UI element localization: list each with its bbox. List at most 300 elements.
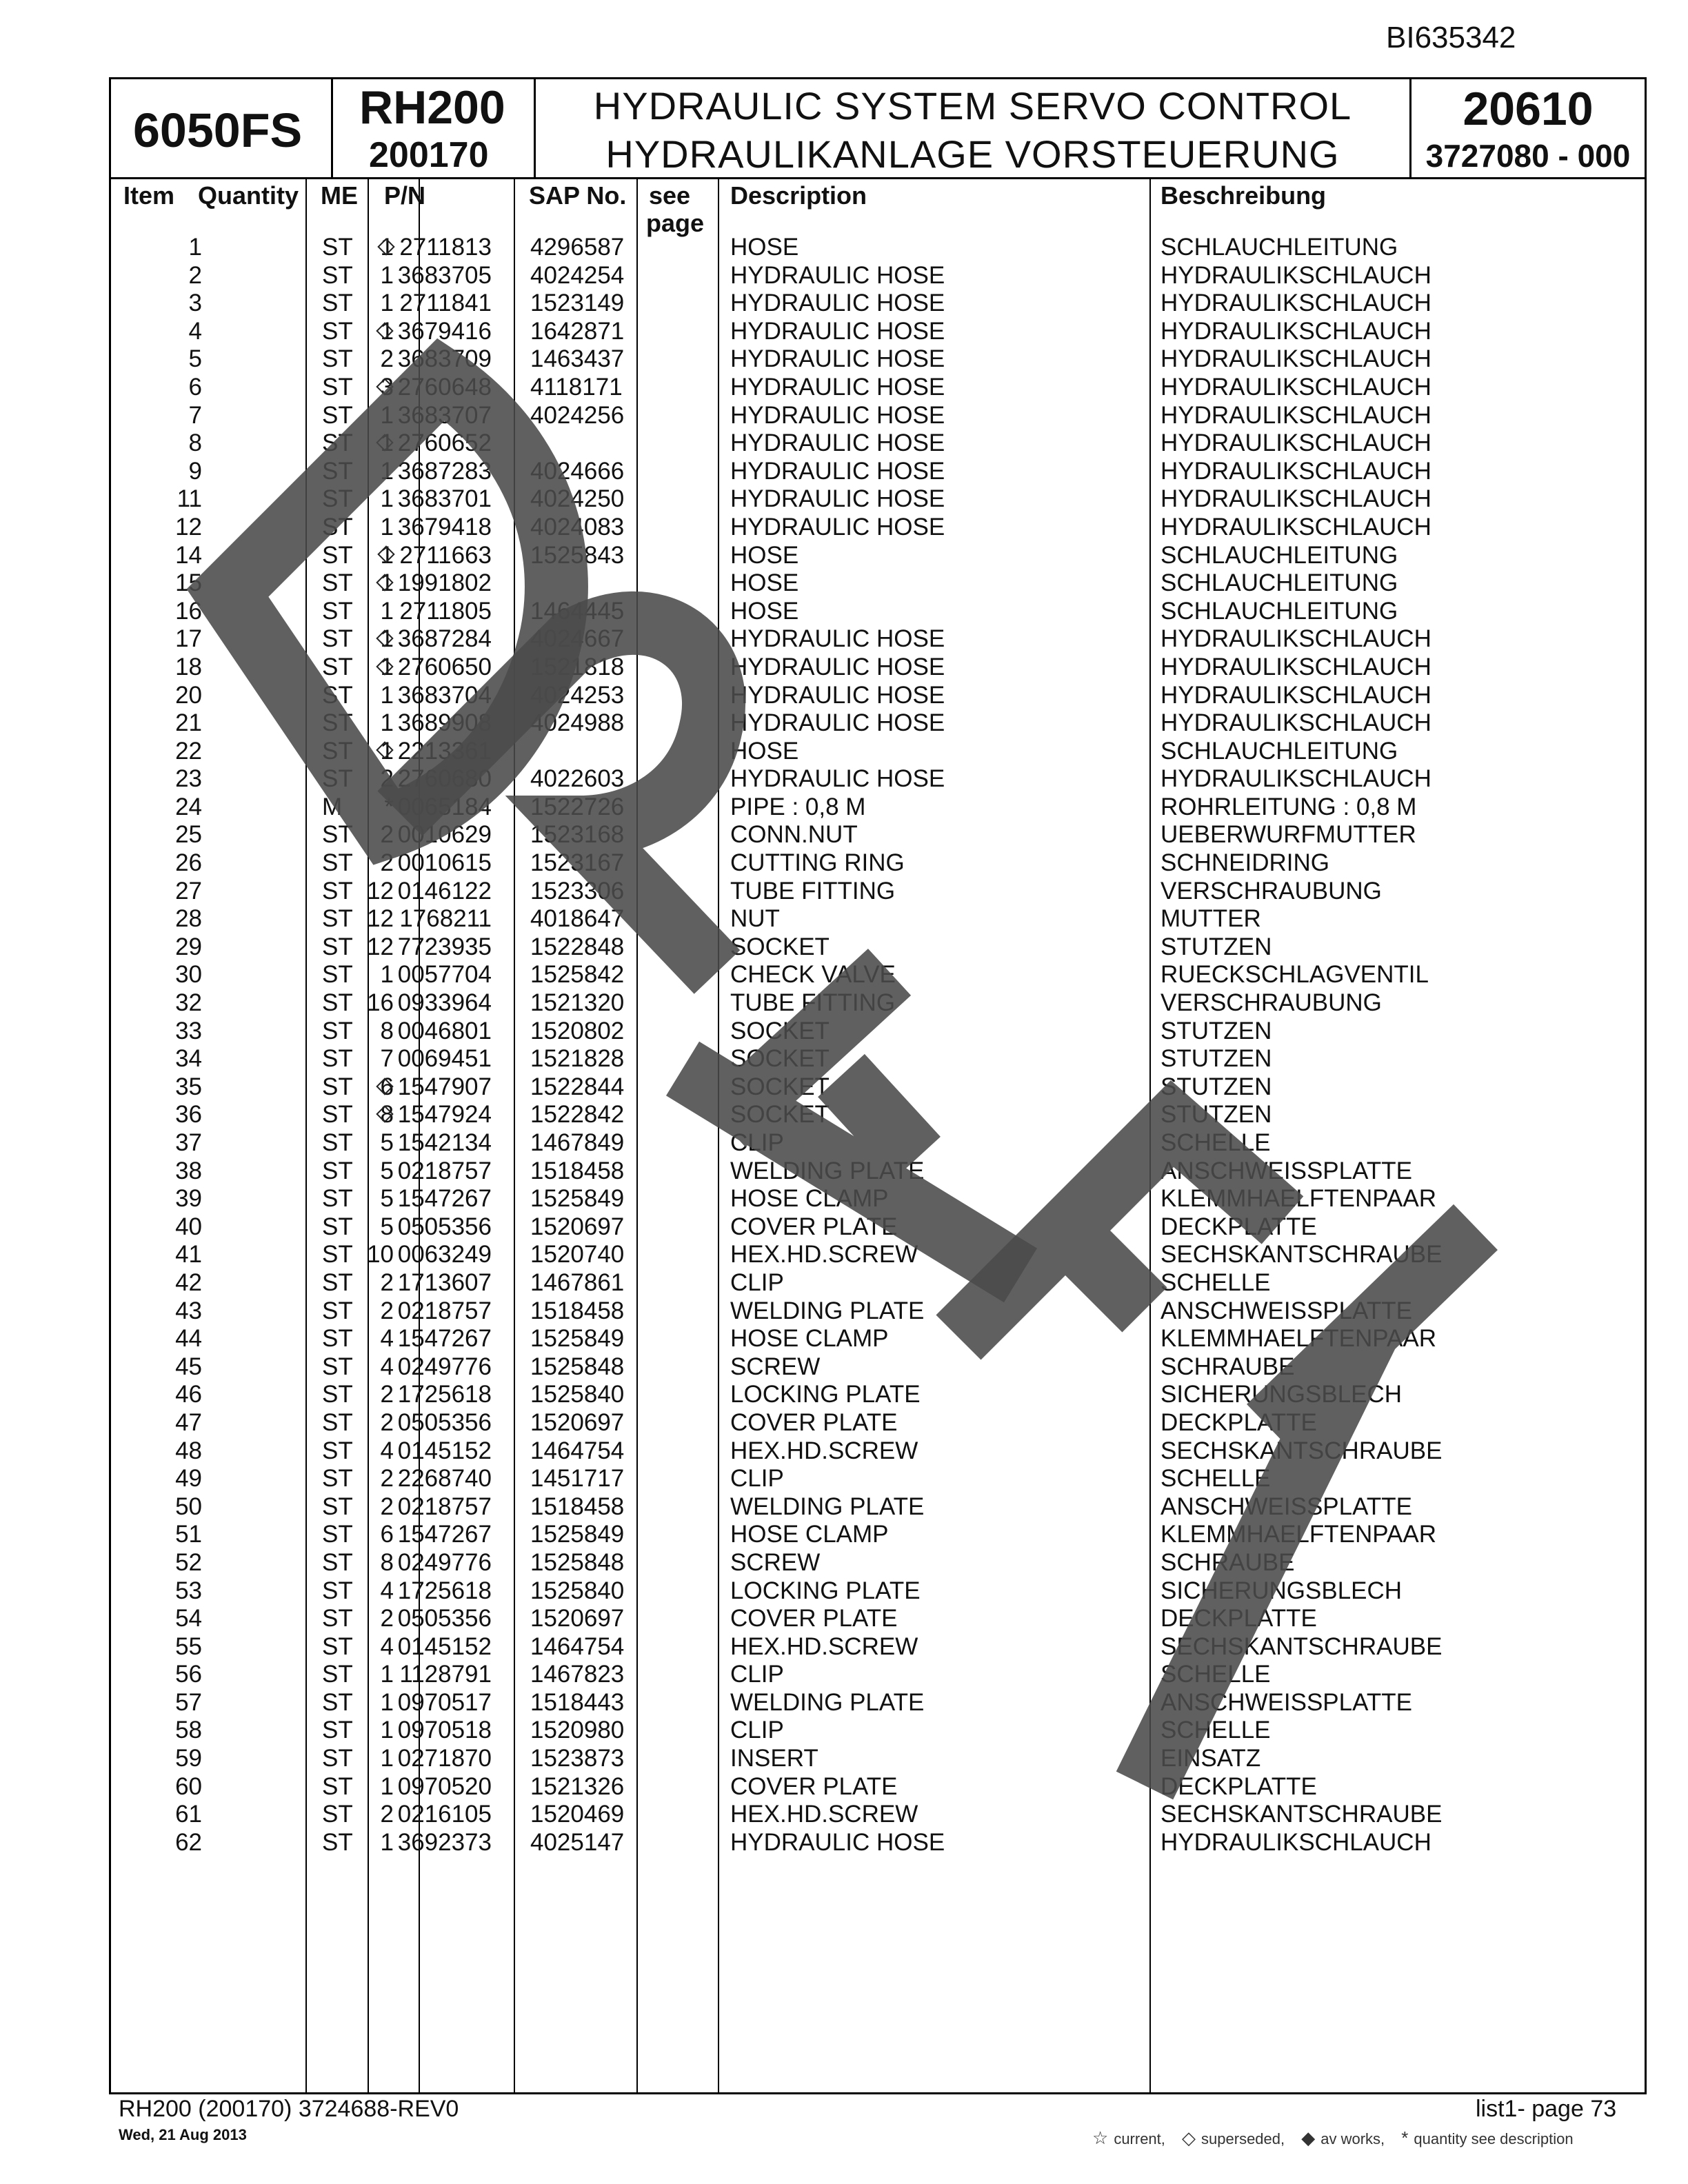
row-description xyxy=(730,1773,897,1801)
row-description-text: HOSE xyxy=(730,569,799,597)
row-part-number xyxy=(398,458,492,485)
row-beschreibung xyxy=(1160,458,1431,485)
row-unit-text: ST xyxy=(322,1717,353,1744)
row-quantity xyxy=(381,1717,394,1744)
row-quantity-text: 4 xyxy=(380,1577,394,1604)
row-sap-number-text: 4024988 xyxy=(530,709,625,737)
row-item-text: 46 xyxy=(175,1381,202,1408)
row-part-number xyxy=(379,1101,492,1129)
row-quantity xyxy=(381,1325,394,1353)
row-sap-number-text: 1520469 xyxy=(530,1801,625,1828)
row-beschreibung-text: STUTZEN xyxy=(1160,1045,1272,1073)
row-beschreibung xyxy=(1160,1549,1294,1577)
row-part-number-text: 0970520 xyxy=(397,1772,492,1800)
row-description xyxy=(730,290,945,317)
row-unit-text: ST xyxy=(322,317,353,345)
row-item-text: 61 xyxy=(175,1801,202,1828)
row-unit-text: ST xyxy=(322,1437,353,1464)
row-sap-number xyxy=(530,961,624,989)
row-unit-text: ST xyxy=(322,737,353,765)
row-sap-number xyxy=(530,1213,624,1241)
row-part-number xyxy=(398,821,492,849)
row-part-number-text: 0218757 xyxy=(397,1297,492,1324)
row-unit xyxy=(322,1633,353,1661)
row-unit-text: ST xyxy=(322,1297,353,1324)
row-item-text: 26 xyxy=(175,849,202,877)
row-quantity xyxy=(381,1297,394,1325)
table-row xyxy=(111,234,1645,262)
row-unit-text: ST xyxy=(322,1325,353,1353)
row-sap-number-text: 1518458 xyxy=(530,1297,625,1324)
document-reference: RH200 (200170) 3724688-REV0 xyxy=(119,2096,459,2122)
row-part-number xyxy=(398,849,492,877)
diamond-filled-icon: ◆ xyxy=(1301,2127,1316,2148)
row-description xyxy=(730,821,858,849)
row-beschreibung xyxy=(1160,1773,1317,1801)
row-part-number xyxy=(379,654,492,681)
row-part-number-text: 2760650 xyxy=(397,653,492,680)
row-unit-text: M xyxy=(322,793,343,820)
row-item-text: 2 xyxy=(188,261,202,289)
col-header-pn: P/N xyxy=(384,181,426,210)
row-quantity-text: 1 xyxy=(380,1717,394,1744)
table-row xyxy=(111,821,1645,849)
row-quantity xyxy=(381,458,394,485)
row-sap-number-text: 4024083 xyxy=(530,513,625,540)
row-part-number xyxy=(398,1129,492,1157)
row-beschreibung-text: SCHLAUCHLEITUNG xyxy=(1160,541,1398,569)
row-unit xyxy=(322,1521,353,1548)
row-description xyxy=(730,1213,897,1241)
row-description-text: CONN.NUT xyxy=(730,821,858,849)
row-description-text: COVER PLATE xyxy=(730,1408,898,1436)
row-item xyxy=(175,1129,202,1157)
row-quantity-text: 1 xyxy=(380,625,394,653)
row-sap-number-text: 4024250 xyxy=(530,485,625,513)
row-item xyxy=(175,1493,202,1521)
row-quantity xyxy=(381,1549,394,1577)
row-beschreibung xyxy=(1160,878,1382,905)
model-number: 6050FS xyxy=(133,103,303,157)
row-beschreibung-text: SCHELLE xyxy=(1160,1465,1271,1493)
row-description-text: SOCKET xyxy=(730,1017,830,1044)
header xyxy=(111,79,1645,179)
row-unit xyxy=(322,1073,353,1101)
row-description xyxy=(730,989,895,1017)
row-sap-number xyxy=(530,1465,624,1493)
row-sap-number xyxy=(530,1801,624,1828)
row-item xyxy=(175,654,202,681)
row-beschreibung xyxy=(1160,1129,1271,1157)
row-sap-number-text: 1464754 xyxy=(530,1632,625,1660)
row-quantity-text: 5 xyxy=(380,1213,394,1240)
row-sap-number xyxy=(530,1661,624,1688)
row-description xyxy=(730,682,945,709)
table-row xyxy=(111,1409,1645,1437)
row-description xyxy=(730,1353,820,1381)
row-part-number xyxy=(398,1018,492,1045)
row-sap-number xyxy=(530,318,624,345)
page-number: list1- page 73 xyxy=(1476,2096,1617,2122)
row-quantity xyxy=(381,961,394,989)
row-quantity-text: 12 xyxy=(367,877,394,904)
row-item-text: 12 xyxy=(175,513,202,540)
row-description-text: HYDRAULIC HOSE xyxy=(730,373,945,401)
table-row xyxy=(111,429,1645,458)
row-beschreibung-text: VERSCHRAUBUNG xyxy=(1160,989,1382,1017)
row-quantity-text: 2 xyxy=(380,1465,394,1493)
row-item-text: 15 xyxy=(175,569,202,597)
table-row xyxy=(111,1773,1645,1801)
row-unit xyxy=(322,402,353,429)
row-part-number xyxy=(398,1353,492,1381)
row-beschreibung xyxy=(1160,542,1398,569)
row-item xyxy=(175,1829,202,1857)
row-part-number-text: 1725618 xyxy=(397,1381,492,1408)
row-beschreibung-text: HYDRAULIKSCHLAUCH xyxy=(1160,457,1431,485)
row-quantity xyxy=(367,933,394,961)
row-sap-number-text: 1521326 xyxy=(530,1772,625,1800)
row-unit xyxy=(322,1018,353,1045)
row-sap-number xyxy=(530,374,623,401)
row-item xyxy=(175,1353,202,1381)
row-item xyxy=(175,1605,202,1632)
legend-av-works: av works, xyxy=(1320,2130,1385,2147)
row-part-number xyxy=(379,569,492,597)
row-beschreibung xyxy=(1160,318,1431,345)
row-item-text: 3 xyxy=(188,290,202,317)
row-description xyxy=(730,1549,820,1577)
row-sap-number xyxy=(530,1493,624,1521)
row-quantity-text: 3 xyxy=(380,373,394,401)
row-part-number-text: 0933964 xyxy=(397,989,492,1017)
table-row xyxy=(111,485,1645,514)
row-unit xyxy=(322,821,353,849)
row-beschreibung-text: HYDRAULIKSCHLAUCH xyxy=(1160,709,1431,737)
row-description-text: COVER PLATE xyxy=(730,1605,898,1632)
row-quantity-text: 2 xyxy=(380,849,394,877)
row-unit xyxy=(322,709,353,737)
print-date: Wed, 21 Aug 2013 xyxy=(119,2126,247,2143)
row-unit-text: ST xyxy=(322,1548,353,1576)
table-row xyxy=(111,1213,1645,1242)
row-part-number-text: 2760652 xyxy=(397,429,492,457)
col-header-sap: SAP No. xyxy=(529,181,627,210)
row-quantity xyxy=(381,1381,394,1408)
row-sap-number-text: 1523168 xyxy=(530,821,625,849)
row-beschreibung xyxy=(1160,1185,1436,1213)
superseded-diamond-icon xyxy=(376,378,393,395)
row-beschreibung-text: DECKPLATTE xyxy=(1160,1772,1317,1800)
row-unit-text: ST xyxy=(322,821,353,849)
row-description-text: SCREW xyxy=(730,1353,821,1380)
row-beschreibung-text: STUTZEN xyxy=(1160,1073,1272,1100)
row-description-text: HYDRAULIC HOSE xyxy=(730,261,945,289)
row-part-number-text: 1542134 xyxy=(397,1129,492,1156)
table-row xyxy=(111,1801,1645,1829)
row-sap-number-text: 1520802 xyxy=(530,1017,625,1044)
row-quantity xyxy=(381,514,394,541)
row-item-text: 9 xyxy=(188,457,202,485)
row-sap-number-text: 1522726 xyxy=(530,793,625,820)
row-part-number-text: 3679418 xyxy=(397,513,492,540)
row-item-text: 48 xyxy=(175,1437,202,1464)
table-row xyxy=(111,1745,1645,1773)
row-item-text: 21 xyxy=(175,709,202,737)
row-description-text: NUT xyxy=(730,905,780,933)
row-unit xyxy=(322,374,353,401)
row-description-text: HYDRAULIC HOSE xyxy=(730,765,945,793)
row-description xyxy=(730,1157,924,1185)
row-unit-text: ST xyxy=(322,1745,353,1772)
row-sap-number-text: 1523167 xyxy=(530,849,625,877)
row-item-text: 25 xyxy=(175,821,202,849)
row-unit xyxy=(322,514,353,541)
row-quantity-text: 1 xyxy=(380,401,394,429)
row-beschreibung-text: SCHLAUCHLEITUNG xyxy=(1160,234,1398,261)
row-sap-number-text: 1467849 xyxy=(530,1129,625,1156)
row-sap-number-text: 1521320 xyxy=(530,989,625,1017)
row-unit-text: ST xyxy=(322,1632,353,1660)
row-sap-number-text: 1522842 xyxy=(530,1101,625,1129)
row-description xyxy=(730,1661,784,1688)
row-unit-text: ST xyxy=(322,1268,353,1296)
row-part-number-text: 3679416 xyxy=(397,317,492,345)
row-sap-number xyxy=(530,1129,624,1157)
row-description-text: HOSE xyxy=(730,541,799,569)
row-beschreibung-text: SCHLAUCHLEITUNG xyxy=(1160,597,1398,625)
row-sap-number-text: 1451717 xyxy=(530,1465,625,1493)
row-unit-text: ST xyxy=(322,625,353,653)
row-part-number xyxy=(379,374,492,401)
row-part-number xyxy=(398,345,492,373)
row-description-text: CLIP xyxy=(730,1465,784,1493)
row-unit-text: ST xyxy=(322,961,353,989)
row-item-text: 8 xyxy=(188,429,202,457)
row-item-text: 41 xyxy=(175,1241,202,1268)
row-sap-number xyxy=(530,1045,624,1073)
row-description-text: HYDRAULIC HOSE xyxy=(730,345,945,373)
row-description xyxy=(730,1577,921,1605)
row-description xyxy=(730,1521,889,1548)
row-description-text: HOSE xyxy=(730,597,799,625)
table-row xyxy=(111,1353,1645,1382)
row-quantity-text: 1 xyxy=(380,961,394,989)
row-description xyxy=(730,429,945,457)
row-part-number-text: 7723935 xyxy=(397,933,492,960)
row-quantity xyxy=(367,1241,394,1268)
row-item-text: 58 xyxy=(175,1717,202,1744)
table-row xyxy=(111,1577,1645,1606)
row-item xyxy=(189,318,202,345)
row-unit xyxy=(322,738,353,765)
row-beschreibung-text: SCHLAUCHLEITUNG xyxy=(1160,569,1398,597)
row-item xyxy=(189,374,202,401)
row-beschreibung xyxy=(1160,1493,1412,1521)
row-part-number xyxy=(379,429,492,457)
row-beschreibung xyxy=(1160,1605,1317,1632)
row-sap-number xyxy=(530,1521,624,1548)
row-beschreibung xyxy=(1160,1577,1402,1605)
row-quantity-text: 6 xyxy=(380,1521,394,1548)
row-part-number-text: 0065184 xyxy=(397,793,492,820)
row-beschreibung xyxy=(1160,402,1431,429)
row-quantity xyxy=(367,878,394,905)
row-description-text: TUBE FITTING xyxy=(730,877,896,904)
row-quantity-text: 2 xyxy=(380,1408,394,1436)
row-unit xyxy=(322,1185,353,1213)
row-quantity-text: 1 xyxy=(380,429,394,457)
row-item xyxy=(175,1633,202,1661)
superseded-diamond-icon xyxy=(376,1078,393,1095)
row-unit xyxy=(322,1269,353,1297)
row-sap-number xyxy=(530,234,624,261)
row-item-text: 20 xyxy=(175,681,202,709)
row-quantity-text: 2 xyxy=(380,765,394,793)
row-beschreibung xyxy=(1160,290,1431,317)
row-unit-text: ST xyxy=(322,905,353,933)
row-unit xyxy=(322,1689,353,1717)
table-row xyxy=(111,989,1645,1018)
row-unit-text: ST xyxy=(322,1493,353,1520)
row-item xyxy=(175,1521,202,1548)
row-item-text: 29 xyxy=(175,933,202,960)
row-quantity-text: 4 xyxy=(380,1632,394,1660)
row-quantity xyxy=(381,1129,394,1157)
model-cell xyxy=(111,79,333,177)
row-unit xyxy=(322,542,353,569)
row-unit-text: ST xyxy=(322,1353,353,1380)
row-unit-text: ST xyxy=(322,373,353,401)
row-description xyxy=(730,625,945,653)
row-quantity-text: 1 xyxy=(380,290,394,317)
row-description xyxy=(730,1689,924,1717)
row-item-text: 56 xyxy=(175,1661,202,1688)
row-description-text: SOCKET xyxy=(730,1101,830,1129)
part-reference: 3727080 - 000 xyxy=(1425,138,1631,174)
table-row xyxy=(111,1157,1645,1186)
row-unit xyxy=(322,1605,353,1632)
row-description xyxy=(730,905,780,933)
row-item xyxy=(175,849,202,877)
row-unit xyxy=(322,1157,353,1185)
row-sap-number-text: 4024666 xyxy=(530,457,625,485)
row-description xyxy=(730,1437,918,1465)
row-description-text: SOCKET xyxy=(730,1045,830,1073)
row-description-text: HYDRAULIC HOSE xyxy=(730,317,945,345)
row-quantity-text: 4 xyxy=(380,1325,394,1353)
table-row xyxy=(111,682,1645,710)
row-beschreibung xyxy=(1160,1689,1412,1717)
row-item-text: 62 xyxy=(175,1828,202,1856)
row-part-number xyxy=(379,1073,492,1101)
row-description xyxy=(730,345,945,373)
row-beschreibung-text: SECHSKANTSCHRAUBE xyxy=(1160,1632,1443,1660)
row-unit-text: ST xyxy=(322,569,353,597)
row-unit xyxy=(322,1325,353,1353)
row-description-text: HYDRAULIC HOSE xyxy=(730,625,945,653)
row-sap-number xyxy=(530,821,624,849)
row-description-text: HEX.HD.SCREW xyxy=(730,1801,918,1828)
row-unit-text: ST xyxy=(322,849,353,877)
row-beschreibung-text: SCHELLE xyxy=(1160,1661,1271,1688)
row-quantity xyxy=(381,485,394,513)
table-row xyxy=(111,625,1645,654)
row-item xyxy=(175,1661,202,1688)
row-sap-number-text: 1521828 xyxy=(530,1045,625,1073)
row-beschreibung-text: UEBERWURFMUTTER xyxy=(1160,821,1416,849)
col-header-see: see xyxy=(649,181,691,210)
row-sap-number-text: 1467823 xyxy=(530,1661,625,1688)
row-sap-number-text: 4025147 xyxy=(530,1828,625,1856)
row-part-number-text: 2268740 xyxy=(397,1465,492,1493)
row-beschreibung-text: HYDRAULIKSCHLAUCH xyxy=(1160,485,1431,513)
row-part-number xyxy=(398,1605,492,1632)
row-item xyxy=(175,1381,202,1408)
row-description xyxy=(730,765,945,793)
row-part-number-text: 0249776 xyxy=(397,1353,492,1380)
row-description-text: HOSE CLAMP xyxy=(730,1325,889,1353)
row-item xyxy=(175,514,202,541)
row-description-text: LOCKING PLATE xyxy=(730,1381,921,1408)
row-part-number xyxy=(398,1241,492,1268)
row-beschreibung-text: MUTTER xyxy=(1160,905,1261,933)
row-quantity-text: 2 xyxy=(380,821,394,849)
row-beschreibung xyxy=(1160,1325,1436,1353)
row-sap-number-text: 1525849 xyxy=(530,1325,625,1353)
row-item-text: 36 xyxy=(175,1101,202,1129)
row-description xyxy=(730,961,896,989)
row-beschreibung-text: ROHRLEITUNG : 0,8 M xyxy=(1160,793,1417,820)
table-row xyxy=(111,793,1645,822)
row-item-text: 51 xyxy=(175,1521,202,1548)
row-beschreibung xyxy=(1160,738,1398,765)
row-unit xyxy=(322,1241,353,1268)
row-unit-text: ST xyxy=(322,681,353,709)
row-beschreibung xyxy=(1160,514,1431,541)
row-item-text: 23 xyxy=(175,765,202,793)
row-part-number xyxy=(398,514,492,541)
row-quantity xyxy=(381,709,394,737)
row-item-text: 17 xyxy=(175,625,202,653)
row-description-text: HOSE xyxy=(730,737,799,765)
row-quantity xyxy=(381,1465,394,1493)
table-row xyxy=(111,458,1645,486)
row-quantity-text: 2 xyxy=(380,1381,394,1408)
row-part-number xyxy=(398,1269,492,1297)
row-unit xyxy=(322,1493,353,1521)
row-quantity xyxy=(381,262,394,290)
row-unit-text: ST xyxy=(322,1381,353,1408)
col-header-beschreibung: Beschreibung xyxy=(1160,181,1327,210)
row-sap-number xyxy=(530,1185,624,1213)
row-part-number xyxy=(398,709,492,737)
row-sap-number-text: 4024256 xyxy=(530,401,625,429)
row-quantity-text: 8 xyxy=(380,1017,394,1044)
row-part-number-text: 2213361 xyxy=(397,737,492,765)
row-item-text: 45 xyxy=(175,1353,202,1380)
row-item-text: 39 xyxy=(175,1185,202,1213)
row-item xyxy=(175,682,202,709)
row-beschreibung xyxy=(1160,654,1431,681)
row-unit-text: ST xyxy=(322,1129,353,1156)
row-sap-number-text: 1464445 xyxy=(530,597,625,625)
row-sap-number xyxy=(530,878,624,905)
row-part-number xyxy=(398,1745,492,1772)
row-unit xyxy=(322,933,353,961)
row-description-text: PIPE : 0,8 M xyxy=(730,793,866,820)
row-beschreibung xyxy=(1160,485,1431,513)
